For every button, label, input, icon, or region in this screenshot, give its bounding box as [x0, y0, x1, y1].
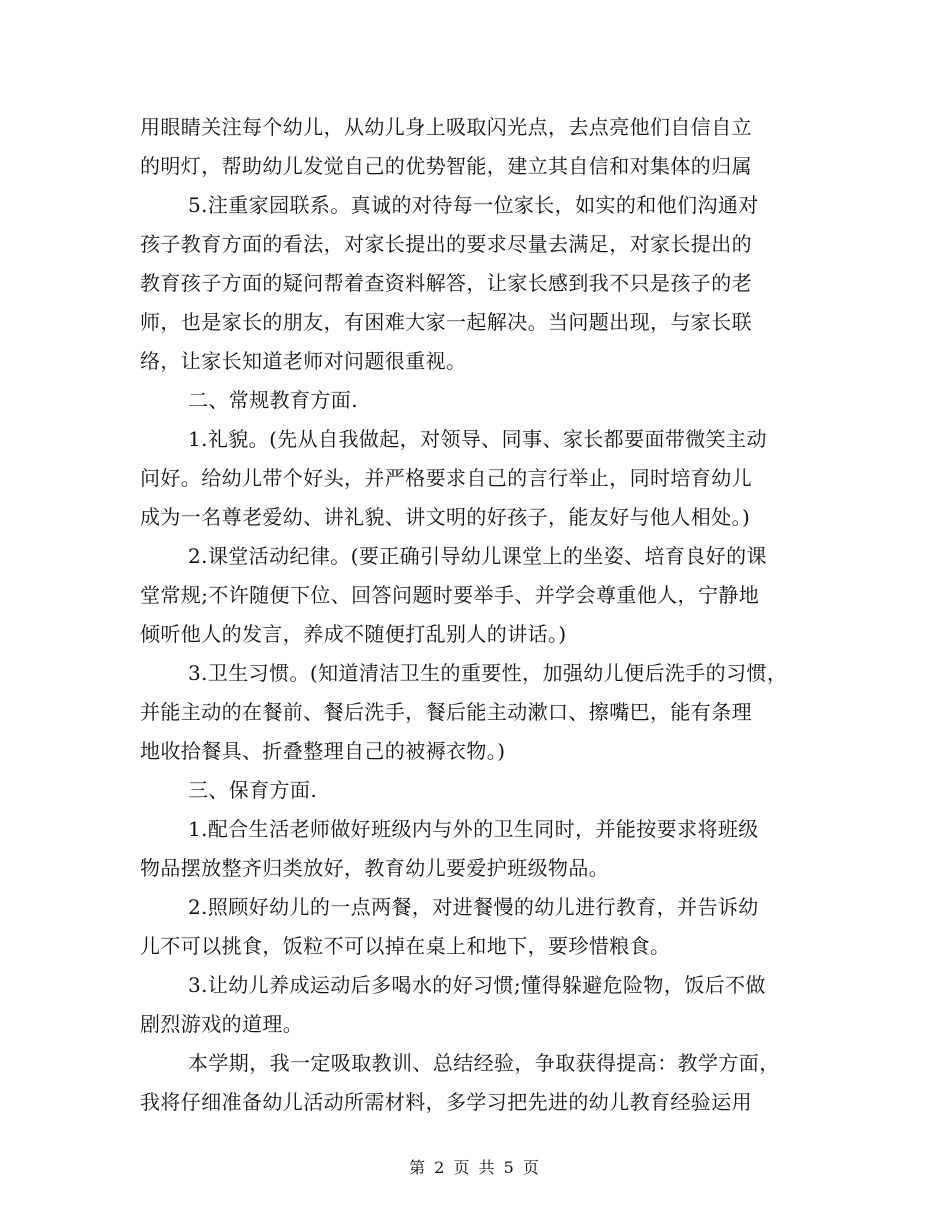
text-line: 用眼睛关注每个幼儿，从幼儿身上吸取闪光点，去点亮他们自信自立	[140, 115, 752, 139]
text-line: 并能主动的在餐前、餐后洗手，餐后能主动漱口、擦嘴巴，能有条理	[140, 700, 752, 724]
text-line: 2.课堂活动纪律。(要正确引导幼儿课堂上的坐姿、培育良好的课	[188, 544, 767, 568]
page-number-footer: 第 2 页 共 5 页	[409, 1158, 541, 1177]
section-heading: 三、保育方面.	[188, 778, 318, 802]
text-line: 孩子教育方面的看法，对家长提出的要求尽量去满足，对家长提出的	[140, 232, 752, 256]
text-line: 倾听他人的发言，养成不随便打乱别人的讲话。)	[140, 622, 567, 646]
text-line: 3.卫生习惯。(知道清洁卫生的重要性，加强幼儿便后洗手的习惯，	[188, 661, 788, 685]
text-line: 1.礼貌。(先从自我做起，对领导、同事、家长都要面带微笑主动	[188, 427, 767, 451]
section-heading: 二、常规教育方面.	[188, 388, 358, 412]
text-line: 师，也是家长的朋友，有困难大家一起解决。当问题出现，与家长联	[140, 310, 752, 334]
text-line: 成为一名尊老爱幼、讲礼貌、讲文明的好孩子，能友好与他人相处。)	[140, 505, 751, 529]
text-line: 1.配合生活老师做好班级内与外的卫生同时，并能按要求将班级	[188, 817, 759, 841]
text-line: 的明灯，帮助幼儿发觉自己的优势智能，建立其自信和对集体的归属	[140, 154, 752, 178]
text-line: 3.让幼儿养成运动后多喝水的好习惯;懂得躲避危险物，饭后不做	[188, 973, 766, 997]
text-line: 2.照顾好幼儿的一点两餐，对进餐慢的幼儿进行教育，并告诉幼	[188, 895, 759, 919]
text-line: 儿不可以挑食，饭粒不可以掉在桌上和地下，要珍惜粮食。	[140, 934, 671, 958]
text-line: 剧烈游戏的道理。	[140, 1012, 304, 1036]
text-line: 地收拾餐具、折叠整理自己的被褥衣物。)	[140, 739, 506, 763]
text-line: 本学期，我一定吸取教训、总结经验，争取获得提高：教学方面，	[188, 1051, 780, 1075]
text-line: 问好。给幼儿带个好头，并严格要求自己的言行举止，同时培育幼儿	[140, 466, 752, 490]
text-line: 络，让家长知道老师对问题很重视。	[140, 349, 467, 373]
text-line: 我将仔细准备幼儿活动所需材料，多学习把先进的幼儿教育经验运用	[140, 1090, 752, 1114]
text-line: 教育孩子方面的疑问帮着查资料解答，让家长感到我不只是孩子的老	[140, 271, 752, 295]
text-line: 物品摆放整齐归类放好，教育幼儿要爱护班级物品。	[140, 856, 610, 880]
text-line: 堂常规;不许随便下位、回答问题时要举手、并学会尊重他人，宁静地	[140, 583, 760, 607]
body-text	[140, 108, 830, 1122]
text-line: 5.注重家园联系。真诚的对待每一位家长，如实的和他们沟通对	[188, 193, 759, 217]
